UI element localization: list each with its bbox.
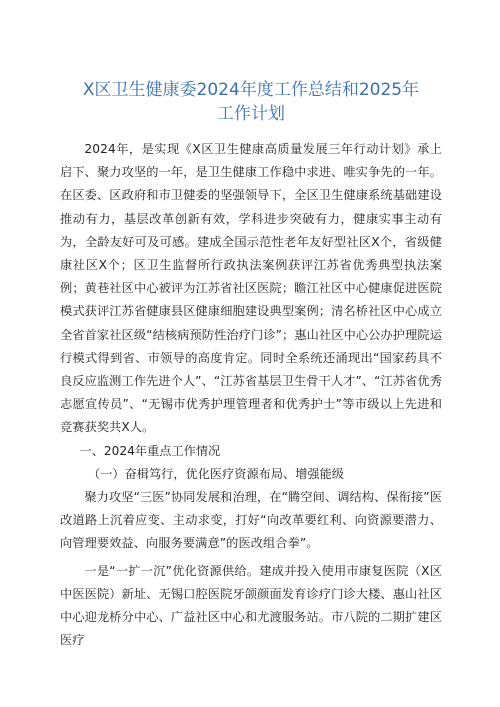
title-line-1: X区卫生健康委2024年度工作总结和2025年 (82, 80, 420, 100)
body-paragraph-resources: 一是“一扩一沉”优化资源供给。建成并投入使用市康复医院（X区中医医院）新址、无锡口腔医院牙颌颜面发育诊疗门诊大楼、惠山社区中心迎龙桥分中心、广益社区中心和尤渡服务站。市八院的二期扩建区医疗 (60, 563, 442, 648)
document-title (60, 78, 442, 126)
section-heading: 一、2024年重点工作情况 (79, 443, 221, 458)
intro-paragraph: 2024年，是实现《X区卫生健康高质量发展三年行动计划》承上启下、聚力攻坚的一年，是卫生健康工作稳中求进、唯实争先的一年。在区委、区政府和市卫健委的坚强领导下，全区卫生健康系统基础建设推动有力，基层改革创新有效，学科进步突破有力，健康实事主动有为，全龄友好可及可感。建成全国示范性老年友好型社区X个，省级健康社区X个；区卫生监督所行政执法案例获评江苏省优秀典型执法案例；黄巷社区中心被评为江苏省社区医院；瞻江社区中心健康促进医院模式获评江苏省健康县区健康细胞建设典型案例；清名桥社区中心成立全省首家社区级“结核病预防性治疗门诊”；惠山社区中心公办护理院运行模式得到省、市领导的高度肯定。同时全系统还涌现出“国家药具不良反应监测工作先进个人”、“江苏省基层卫生骨干人才”、“江苏省优秀志愿宣传员”、“无锡市优秀护理管理者和优秀护士”等市级以上先进和竞赛获奖共X人。 (60, 142, 442, 435)
body-paragraph-reform: 聚力攻坚“三医”协同发展和治理，在“腾空间、调结构、保衔接”医改道路上沉着应变、主动求变，打好“向改革要红利、向资源要潜力、向管理要效益、向服务要满意”的医改组合拳”。 (60, 490, 442, 551)
title-line-2: 工作计划 (217, 104, 285, 124)
subsection-heading: （一）奋楫笃行，优化医疗资源布局、增强能级 (88, 466, 344, 481)
